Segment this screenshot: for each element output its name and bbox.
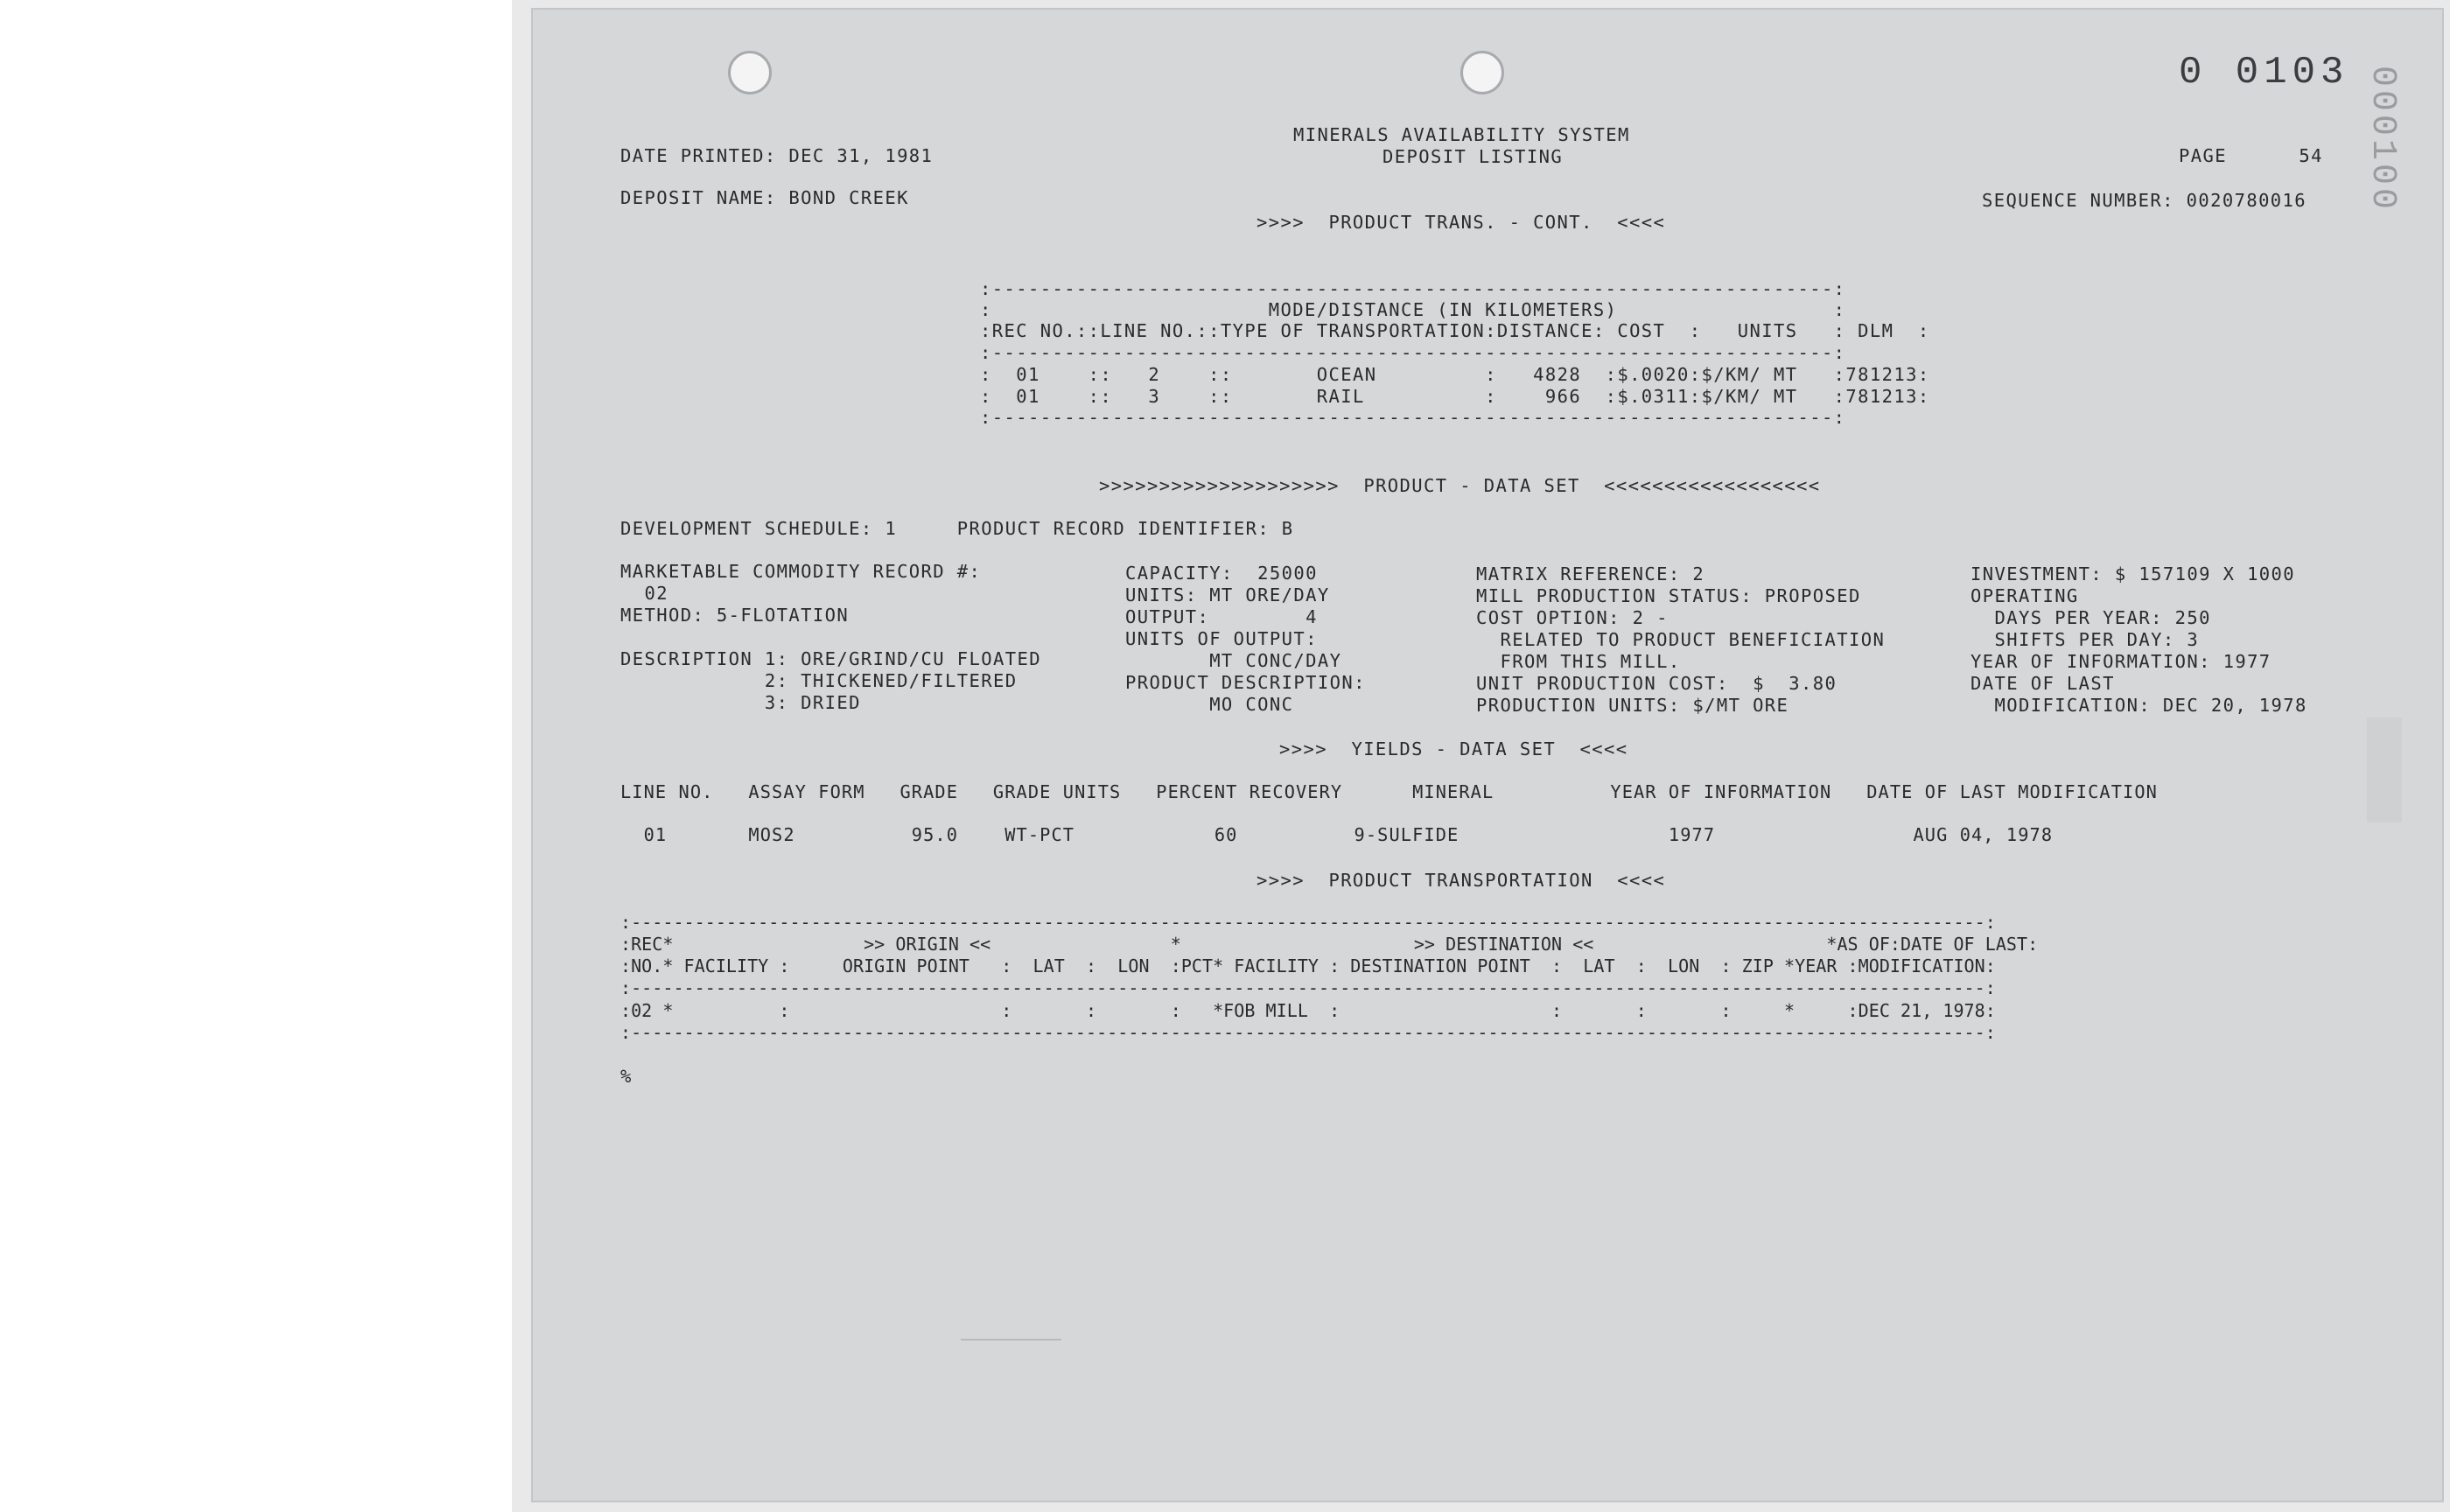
binder-hole-center <box>1460 51 1504 94</box>
ptrans-table-line: :--------------------------------------------------------------------------------------------------------------------------------: <box>620 977 1996 998</box>
ptrans-table-line: :--------------------------------------------------------------------------------------------------------------------------------: <box>620 1022 1996 1043</box>
product-field: DAYS PER YEAR: 250 <box>1970 607 2211 628</box>
transport-table-header: :REC NO.::LINE NO.::TYPE OF TRANSPORTATION:DISTANCE: COST : UNITS : DLM : <box>980 320 1930 341</box>
ptrans-table-row: :02 * : : : : *FOB MILL : : : : * :DEC 21, 1978: <box>620 1000 1996 1021</box>
page-number: PAGE 54 <box>2179 145 2323 166</box>
development-schedule: DEVELOPMENT SCHEDULE: 1 PRODUCT RECORD IDENTIFIER: B <box>620 518 1294 539</box>
section-product-transportation: >>>> PRODUCT TRANSPORTATION <<<< <box>1256 870 1666 891</box>
product-field: MT CONC/DAY <box>1125 650 1342 671</box>
transport-table-line: :----------------------------------------------------------------------: <box>980 342 1846 363</box>
product-field: 02 <box>620 583 668 604</box>
product-field: UNITS: MT ORE/DAY <box>1125 584 1330 606</box>
transport-table-line: :----------------------------------------------------------------------: <box>980 407 1846 428</box>
footer-mark: % <box>620 1066 633 1087</box>
ptrans-table-header: :NO.* FACILITY : ORIGIN POINT : LAT : LON :PCT* FACILITY : DESTINATION POINT : LAT : LON : ZIP *YEAR :MODIFICATION: <box>620 956 1996 976</box>
product-field: INVESTMENT: $ 157109 X 1000 <box>1970 564 2296 584</box>
date-printed: DATE PRINTED: DEC 31, 1981 <box>620 145 934 166</box>
product-field: MARKETABLE COMMODITY RECORD #: <box>620 561 982 582</box>
product-field: SHIFTS PER DAY: 3 <box>1970 629 2200 650</box>
product-field: 3: DRIED <box>620 692 861 713</box>
document-stamp-number: 0 0103 <box>2179 51 2349 94</box>
transport-table-row: : 01 :: 3 :: RAIL : 966 :$.0311:$/KM/ MT :781213: <box>980 386 1930 407</box>
section-product-trans-cont: >>>> PRODUCT TRANS. - CONT. <<<< <box>1256 212 1666 233</box>
product-field: YEAR OF INFORMATION: 1977 <box>1970 651 2272 672</box>
section-yields-data-set: >>>> YIELDS - DATA SET <<<< <box>1279 738 1628 760</box>
product-field: FROM THIS MILL. <box>1476 651 1681 672</box>
product-field: METHOD: 5-FLOTATION <box>620 605 850 626</box>
yields-row: 01 MOS2 95.0 WT-PCT 60 9-SULFIDE 1977 AUG 04, 1978 <box>620 824 2054 845</box>
ptrans-table-header: :REC* >> ORIGIN << * >> DESTINATION << *AS OF:DATE OF LAST: <box>620 934 2039 955</box>
yields-header: LINE NO. ASSAY FORM GRADE GRADE UNITS PERCENT RECOVERY MINERAL YEAR OF INFORMATION DATE OF LAST MODIFICATION <box>620 781 2158 802</box>
product-field: PRODUCT DESCRIPTION: <box>1125 672 1366 693</box>
sequence-number: SEQUENCE NUMBER: 0020780016 <box>1982 190 2307 211</box>
system-title: MINERALS AVAILABILITY SYSTEM <box>1293 124 1630 145</box>
product-field: UNITS OF OUTPUT: <box>1125 628 1318 649</box>
transport-table-line: :----------------------------------------------------------------------: <box>980 278 1846 299</box>
listing-title: DEPOSIT LISTING <box>1382 146 1564 167</box>
product-field: RELATED TO PRODUCT BENEFICIATION <box>1476 629 1886 650</box>
edge-page-number: 000100 <box>2362 66 2402 214</box>
product-field: MODIFICATION: DEC 20, 1978 <box>1970 695 2307 716</box>
product-field: OPERATING <box>1970 585 2079 606</box>
product-field: UNIT PRODUCTION COST: $ 3.80 <box>1476 673 1838 694</box>
product-field: MATRIX REFERENCE: 2 <box>1476 564 1705 584</box>
product-field: DESCRIPTION 1: ORE/GRIND/CU FLOATED <box>620 648 1041 669</box>
transport-table-line: : MODE/DISTANCE (IN KILOMETERS) : <box>980 299 1846 320</box>
transport-table-row: : 01 :: 2 :: OCEAN : 4828 :$.0020:$/KM/ MT :781213: <box>980 364 1930 385</box>
product-field: PRODUCTION UNITS: $/MT ORE <box>1476 695 1789 716</box>
binder-hole-left <box>728 51 772 94</box>
product-field: OUTPUT: 4 <box>1125 606 1318 627</box>
section-product-data-set: >>>>>>>>>>>>>>>>>>>> PRODUCT - DATA SET <<<<<<<<<<<<<<<<<< <box>1099 475 1821 496</box>
product-field: COST OPTION: 2 - <box>1476 607 1669 628</box>
faint-rule <box>961 1339 1061 1340</box>
product-field: 2: THICKENED/FILTERED <box>620 670 1018 691</box>
product-field: MO CONC <box>1125 694 1294 715</box>
product-field: CAPACITY: 25000 <box>1125 563 1318 584</box>
deposit-name: DEPOSIT NAME: BOND CREEK <box>620 187 909 208</box>
product-field: MILL PRODUCTION STATUS: PROPOSED <box>1476 585 1861 606</box>
ptrans-table-line: :--------------------------------------------------------------------------------------------------------------------------------: <box>620 912 1996 933</box>
product-field: DATE OF LAST <box>1970 673 2115 694</box>
page-edge-shadow <box>2367 718 2402 822</box>
